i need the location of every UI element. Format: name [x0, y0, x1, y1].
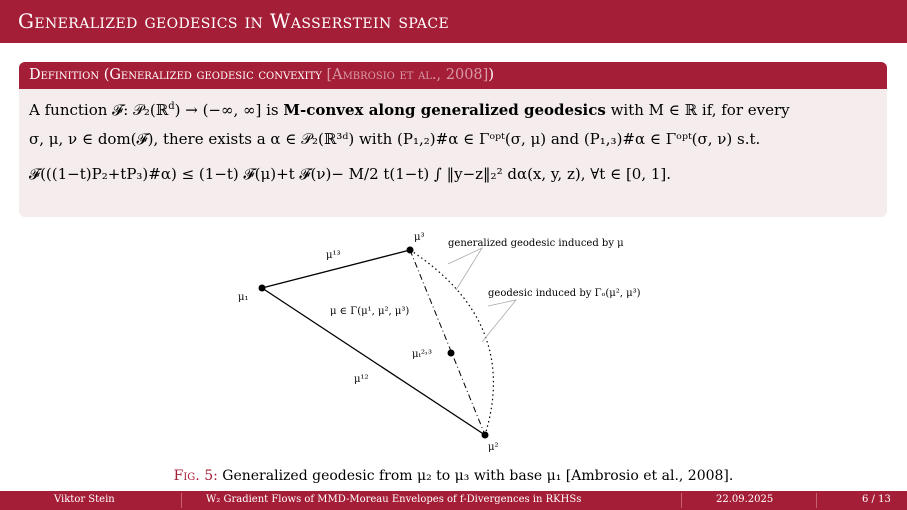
footer-date: 22.09.2025 — [716, 494, 774, 505]
geodesic-arc — [410, 250, 493, 435]
title-bar — [0, 0, 907, 43]
point-mu1 — [259, 285, 266, 292]
definition-header — [19, 62, 887, 89]
label-mut23: μₜ²˒³ — [412, 349, 433, 360]
point-mu3 — [407, 247, 414, 254]
definition-line-1: A function 𝓕: 𝒫₂(ℝ$^d$) → (−∞, ∞] is M-convex along generalized geodesics with M ∈ ℝ if, for every — [29, 101, 790, 119]
caption-label: Fig. 5: — [173, 468, 218, 484]
label-mu12: μ¹² — [354, 374, 369, 385]
footer-talk-title: W₂ Gradient Flows of MMD-Moreau Envelopes of f-Divergences in RKHSs — [206, 494, 582, 505]
footer-page-number: 6 / 13 — [862, 494, 891, 505]
def-line1-part-b: ) → (−∞, ∞] is — [174, 101, 284, 119]
geodesic-figure — [220, 222, 690, 460]
definition-line-3: 𝓕(((1−t)P₂+tP₃)#α) ≤ (1−t) 𝓕(μ)+t 𝓕(ν)− M/2 t(1−t) ∫ ‖y−z‖₂² dα(x, y, z), ∀t ∈ [0, 1]. — [29, 165, 672, 183]
def-line1-part-c: with M ∈ ℝ if, for every — [605, 101, 790, 119]
def-line1-bold: M-convex along generalized geodesics — [283, 101, 606, 119]
slide-title: Generalized geodesics in Wasserstein space — [18, 9, 450, 33]
label-coupling: μ ∈ Γ(μ¹, μ², μ³) — [330, 306, 410, 317]
label-generalized-geodesic: generalized geodesic induced by μ — [448, 238, 624, 249]
callout-gen-geodesic — [448, 248, 482, 290]
label-mu13: μ¹³ — [326, 250, 341, 261]
definition-title: Definition (Generalized geodesic convexity — [29, 67, 327, 83]
footer-bar — [0, 491, 907, 510]
label-mu3: μ³ — [414, 232, 425, 243]
definition-citation[interactable]: [Ambrosio et al., 2008] — [326, 67, 489, 83]
definition-body — [19, 89, 887, 189]
def-line1-part-a: A function 𝓕: 𝒫₂(ℝ — [29, 101, 169, 119]
generalized-geodesic-line — [410, 250, 485, 435]
figure-caption — [0, 468, 907, 484]
label-mu2: μ² — [488, 442, 499, 453]
point-mu2 — [482, 432, 489, 439]
callout-geodesic — [482, 300, 516, 342]
footer-author: Viktor Stein — [54, 494, 115, 505]
label-mu1: μ₁ — [238, 292, 249, 303]
label-geodesic: geodesic induced by Γₒ(μ², μ³) — [488, 288, 641, 299]
definition-box — [19, 62, 887, 217]
definition-line-2: σ, μ, ν ∈ dom(𝓕), there exists a α ∈ 𝒫₂(ℝ³ᵈ) with (P₁,₂)#α ∈ Γᵒᵖᵗ(σ, μ) and (P₁,₃)#α ∈ Γᵒᵖᵗ(σ, ν) s.t. — [29, 130, 761, 148]
point-mut — [448, 350, 455, 357]
caption-text: Generalized geodesic from μ₂ to μ₃ with base μ₁ [Ambrosio et al., 2008]. — [217, 468, 734, 484]
definition-title-close: ) — [488, 67, 494, 83]
